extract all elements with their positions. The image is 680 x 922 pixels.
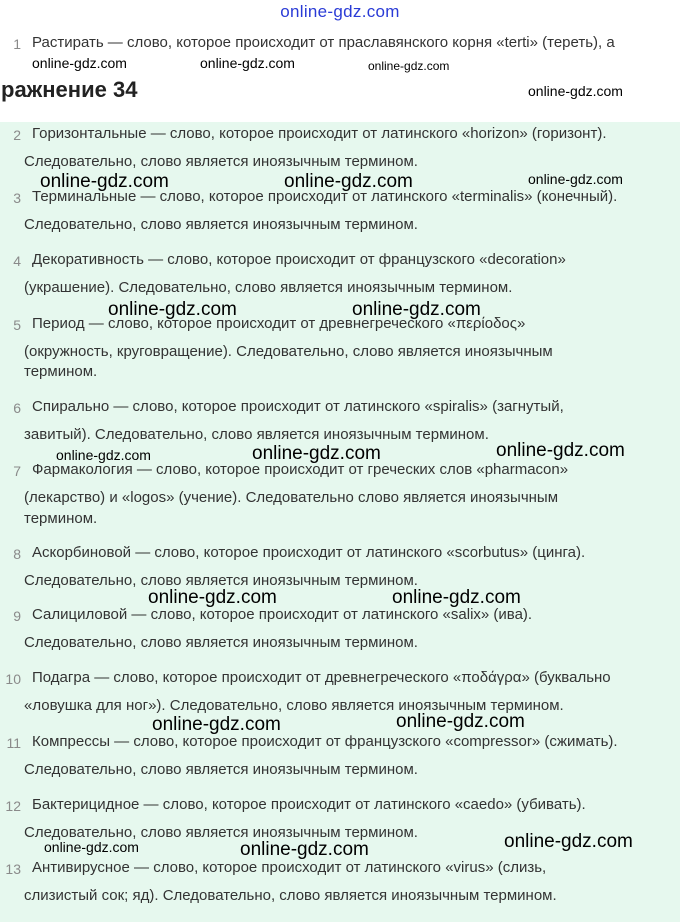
watermark: online-gdz.com xyxy=(152,714,281,735)
item-number: 8 xyxy=(13,546,21,562)
item-text-line: (украшение). Следовательно, слово является иноязычным термином. xyxy=(24,279,513,296)
watermark: online-gdz.com xyxy=(396,711,525,732)
item-number: 7 xyxy=(13,463,21,479)
watermark: online-gdz.com xyxy=(200,55,295,71)
item-text-line: Фармакология — слово, которое происходит от греческих слов «pharmacon» xyxy=(32,461,569,478)
watermark: online-gdz.com xyxy=(40,171,169,192)
item-text-line: Аскорбиновой — слово, которое происходит от латинского «scorbutus» (цинга). xyxy=(32,544,586,561)
item-text-line: Следовательно, слово является иноязычным термином. xyxy=(24,153,418,170)
item-text-line: Горизонтальные — слово, которое происходит от латинского «horizon» (горизонт). xyxy=(32,125,607,142)
item-text-line: Следовательно, слово является иноязычным термином. xyxy=(24,824,418,841)
item-text-line: Салициловой — слово, которое происходит от латинского «salix» (ива). xyxy=(32,606,533,623)
item-number: 12 xyxy=(5,798,21,814)
item-text-line: Бактерицидное — слово, которое происходит от латинского «caedo» (убивать). xyxy=(32,796,586,813)
item-number: 5 xyxy=(13,317,21,333)
watermark: online-gdz.com xyxy=(32,55,127,71)
watermark: online-gdz.com xyxy=(392,587,521,608)
item-text-line: Растирать — слово, которое происходит от праславянского корня «terti» (тереть), а xyxy=(32,34,615,51)
item-text-line: термином. xyxy=(24,363,98,380)
item-number: 11 xyxy=(6,735,21,751)
item-number: 9 xyxy=(13,608,21,624)
item-number: 3 xyxy=(13,190,21,206)
watermark: online-gdz.com xyxy=(528,171,623,187)
site-header-link[interactable]: online-gdz.com xyxy=(280,2,400,21)
item-text-line: завитый). Следовательно, слово является иноязычным термином. xyxy=(24,426,489,443)
item-text-line: Следовательно, слово является иноязычным термином. xyxy=(24,216,418,233)
item-text-line: слизистый сок; яд). Следовательно, слово является иноязычным термином. xyxy=(24,887,557,904)
watermark: online-gdz.com xyxy=(368,59,450,73)
item-text-line: (лекарство) и «logos» (учение). Следовательно слово является иноязычным xyxy=(24,489,559,506)
watermark: online-gdz.com xyxy=(528,83,623,99)
item-number: 10 xyxy=(5,671,21,687)
item-number: 6 xyxy=(13,400,21,416)
item-text-line: Антивирусное — слово, которое происходит от латинского «virus» (слизь, xyxy=(32,859,547,876)
watermark: online-gdz.com xyxy=(252,443,381,464)
item-text-line: Следовательно, слово является иноязычным термином. xyxy=(24,761,418,778)
item-number: 13 xyxy=(5,861,21,877)
item-number: 1 xyxy=(13,36,21,52)
exercise-title: ражнение 34 xyxy=(1,77,138,102)
watermark: online-gdz.com xyxy=(496,440,625,461)
watermark: online-gdz.com xyxy=(284,171,413,192)
item-text-line: (окружность, круговращение). Следовательно, слово является иноязычным xyxy=(24,343,553,360)
watermark: online-gdz.com xyxy=(148,587,277,608)
item-number: 4 xyxy=(13,253,21,269)
item-text-line: Следовательно, слово является иноязычным термином. xyxy=(24,634,418,651)
item-text-line: Период — слово, которое происходит от древнегреческого «περίοδος» xyxy=(32,315,526,332)
item-text-line: Следовательно, слово является иноязычным термином. xyxy=(24,572,418,589)
item-text-line: «ловушка для ног»). Следовательно, слово является иноязычным термином. xyxy=(24,697,564,714)
item-text-line: Терминальные — слово, которое происходит от латинского «terminalis» (конечный). xyxy=(32,188,618,205)
watermark: online-gdz.com xyxy=(108,299,237,320)
watermark: online-gdz.com xyxy=(504,831,633,852)
item-text-line: Декоративность — слово, которое происходит от французского «decoration» xyxy=(32,251,566,268)
item-text-line: Компрессы — слово, которое происходит от французского «compressor» (сжимать). xyxy=(32,733,618,750)
watermark: online-gdz.com xyxy=(44,839,139,855)
watermark: online-gdz.com xyxy=(56,447,151,463)
item-text-line: Спирально — слово, которое происходит от латинского «spiralis» (загнутый, xyxy=(32,398,564,415)
watermark: online-gdz.com xyxy=(352,299,481,320)
item-text-line: Подагра — слово, которое происходит от древнегреческого «ποδάγρα» (буквально xyxy=(32,669,611,686)
watermark: online-gdz.com xyxy=(240,839,369,860)
item-text-line: термином. xyxy=(24,510,98,527)
item-number: 2 xyxy=(13,127,21,143)
